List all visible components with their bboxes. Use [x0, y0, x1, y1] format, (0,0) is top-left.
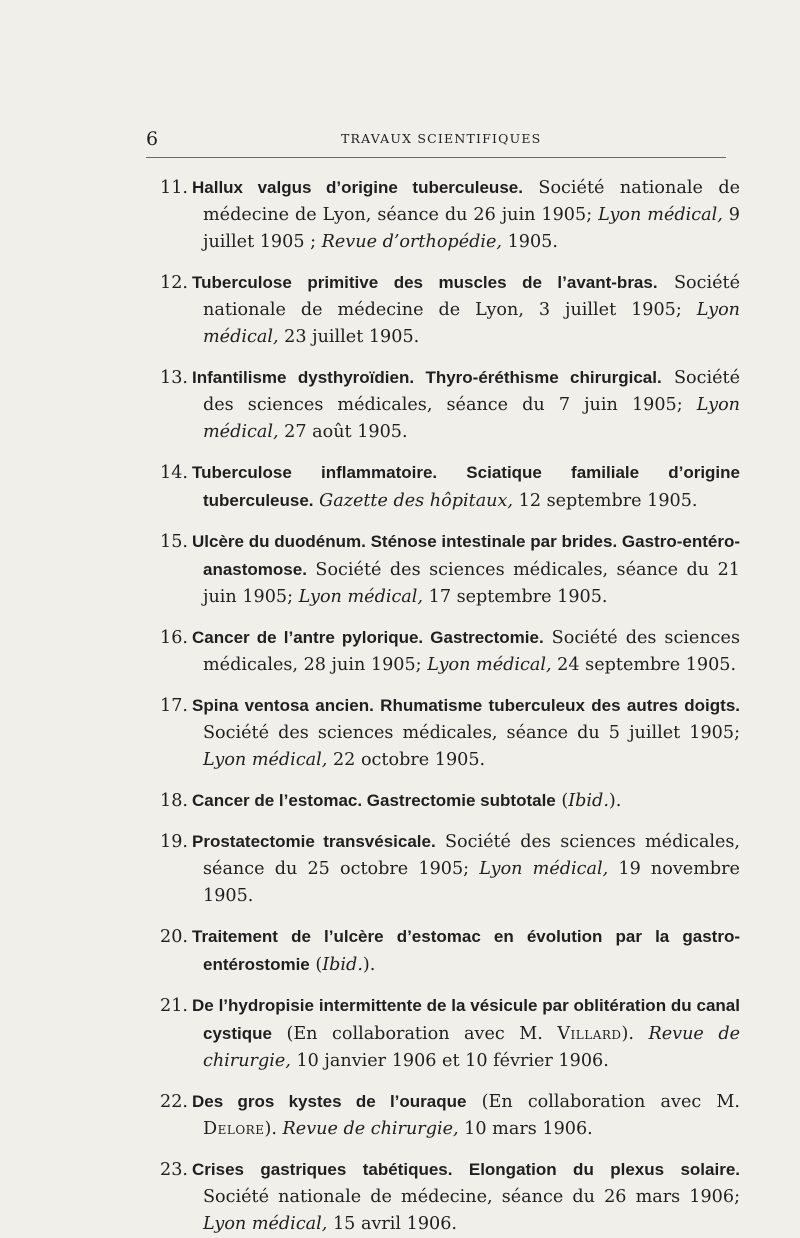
entry-text: 12 septembre 1905. — [513, 491, 698, 511]
entry-text: ). — [608, 791, 622, 811]
list-item — [160, 1088, 740, 1143]
entry-title: Crises gastriques tabétiques. Elongation du plexus solaire. — [192, 1160, 740, 1179]
entry-title: Des gros kystes de l’ouraque — [192, 1092, 467, 1111]
entry-number: 20. — [160, 927, 188, 947]
entry-journal: Lyon médical, — [427, 655, 552, 675]
entry-number: 23. — [160, 1160, 188, 1180]
running-title: TRAVAUX SCIENTIFIQUES — [341, 131, 542, 146]
entry-text: 1905. — [502, 232, 558, 252]
list-item — [160, 828, 740, 910]
entry-number: 21. — [160, 996, 188, 1016]
entry-title: Tuberculose inflammatoire. Sciatique familiale d’origine tuberculeuse. — [192, 463, 740, 510]
entry-text: Société nationale de médecine, séance du 26 mars 1906; — [203, 1187, 740, 1207]
entry-text: 10 mars 1906. — [458, 1119, 593, 1139]
list-item — [160, 459, 740, 515]
entry-journal: Revue d’orthopédie, — [321, 232, 502, 252]
list-item — [160, 923, 740, 979]
entry-title: Traitement de l’ulcère d’estomac en évolution par la gastro-entérostomie — [192, 927, 740, 974]
entry-collaborator: Villard — [557, 1024, 622, 1044]
list-item — [160, 992, 740, 1075]
list-item — [160, 528, 740, 611]
entry-number: 22. — [160, 1092, 188, 1112]
entry-journal: Gazette des hôpitaux, — [319, 491, 514, 511]
entry-number: 15. — [160, 532, 188, 552]
entry-journal: Lyon médical, — [298, 587, 424, 607]
list-item — [160, 364, 740, 446]
entry-text: ( — [309, 955, 323, 975]
entry-text: Société des sciences médicales, 28 juin 1905; — [203, 628, 740, 675]
entry-text: 9 juillet 1905 ; — [203, 205, 740, 252]
entry-journal: Ibid. — [568, 791, 609, 811]
page-header — [146, 128, 726, 158]
entry-journal: Revue de chirurgie, — [282, 1119, 459, 1139]
header-rule — [146, 157, 726, 158]
entry-title: Tuberculose primitive des muscles de l’avant-bras. — [192, 273, 658, 292]
entry-text: 15 avril 1906. — [327, 1214, 458, 1234]
entry-collaborator: Delore — [203, 1119, 265, 1139]
entry-title: Cancer de l’estomac. Gastrectomie subtotale — [192, 791, 556, 810]
entry-text: (En collaboration avec M. — [271, 1024, 558, 1044]
entry-text: ). — [264, 1119, 283, 1139]
entry-title: Ulcère du duodénum. Sténose intestinale par brides. Gastro-entéro-anastomose. — [192, 532, 740, 579]
entry-text: 17 septembre 1905. — [423, 587, 608, 607]
list-item — [160, 787, 740, 815]
entry-text: (En collaboration avec M. — [466, 1092, 740, 1112]
entry-title: Hallux valgus d’origine tuberculeuse. — [192, 178, 523, 197]
entry-journal: Revue de chirurgie, — [203, 1024, 741, 1071]
entry-text: Société nationale de médecine de Lyon, séance du 26 juin 1905; — [203, 178, 740, 225]
entry-number: 14. — [160, 463, 188, 483]
entry-text: ( — [555, 791, 569, 811]
entry-text: ). — [362, 955, 376, 975]
entry-text: 10 janvier 1906 et 10 février 1906. — [290, 1051, 609, 1071]
entry-text: Société des sciences médicales, séance du 7 juin 1905; — [203, 368, 740, 415]
entry-number: 13. — [160, 368, 188, 388]
entry-text: Société des sciences médicales, séance du 25 octobre 1905; — [203, 832, 740, 879]
entry-title: Spina ventosa ancien. Rhumatisme tuberculeux des autres doigts. — [192, 696, 740, 715]
entry-number: 12. — [160, 273, 188, 293]
entry-journal: Lyon médical, — [479, 859, 609, 879]
entry-title: Cancer de l’antre pylorique. Gastrectomie. — [192, 628, 544, 647]
entry-journal: Lyon médical, — [598, 205, 723, 225]
list-item — [160, 1156, 740, 1238]
entry-text: 22 octobre 1905. — [327, 750, 486, 770]
entry-journal: Lyon médical, — [203, 395, 740, 442]
entry-text: 19 novembre 1905. — [203, 859, 740, 906]
page-number: 6 — [146, 128, 159, 150]
entry-text: Société des sciences médicales, séance du 21 juin 1905; — [203, 560, 740, 607]
entry-number: 19. — [160, 832, 188, 852]
entry-number: 11. — [160, 178, 188, 198]
entry-number: 18. — [160, 791, 188, 811]
entry-title: Prostatectomie transvésicale. — [192, 832, 436, 851]
entry-title: Infantilisme dysthyroïdien. Thyro-éréthisme chirurgical. — [192, 368, 662, 387]
entry-text: Société des sciences médicales, séance du 5 juillet 1905; — [203, 723, 740, 743]
entry-title: De l’hydropisie intermittente de la vésicule par oblitération du canal cystique — [192, 996, 740, 1043]
list-item — [160, 269, 740, 351]
list-item — [160, 624, 740, 679]
entry-number: 16. — [160, 628, 188, 648]
entry-text: 23 juillet 1905. — [278, 327, 420, 347]
list-item — [160, 174, 740, 256]
entry-text: ). — [621, 1024, 649, 1044]
list-item — [160, 692, 740, 774]
entry-journal: Lyon médical, — [203, 300, 740, 347]
entry-journal: Lyon médical, — [203, 750, 328, 770]
entry-number: 17. — [160, 696, 188, 716]
entry-text: Société nationale de médecine de Lyon, 3 juillet 1905; — [203, 273, 740, 320]
publication-list — [160, 174, 740, 1238]
entry-text: 27 août 1905. — [278, 422, 408, 442]
entry-text: 24 septembre 1905. — [551, 655, 737, 675]
entry-journal: Lyon médical, — [203, 1214, 328, 1234]
entry-journal: Ibid. — [322, 955, 363, 975]
